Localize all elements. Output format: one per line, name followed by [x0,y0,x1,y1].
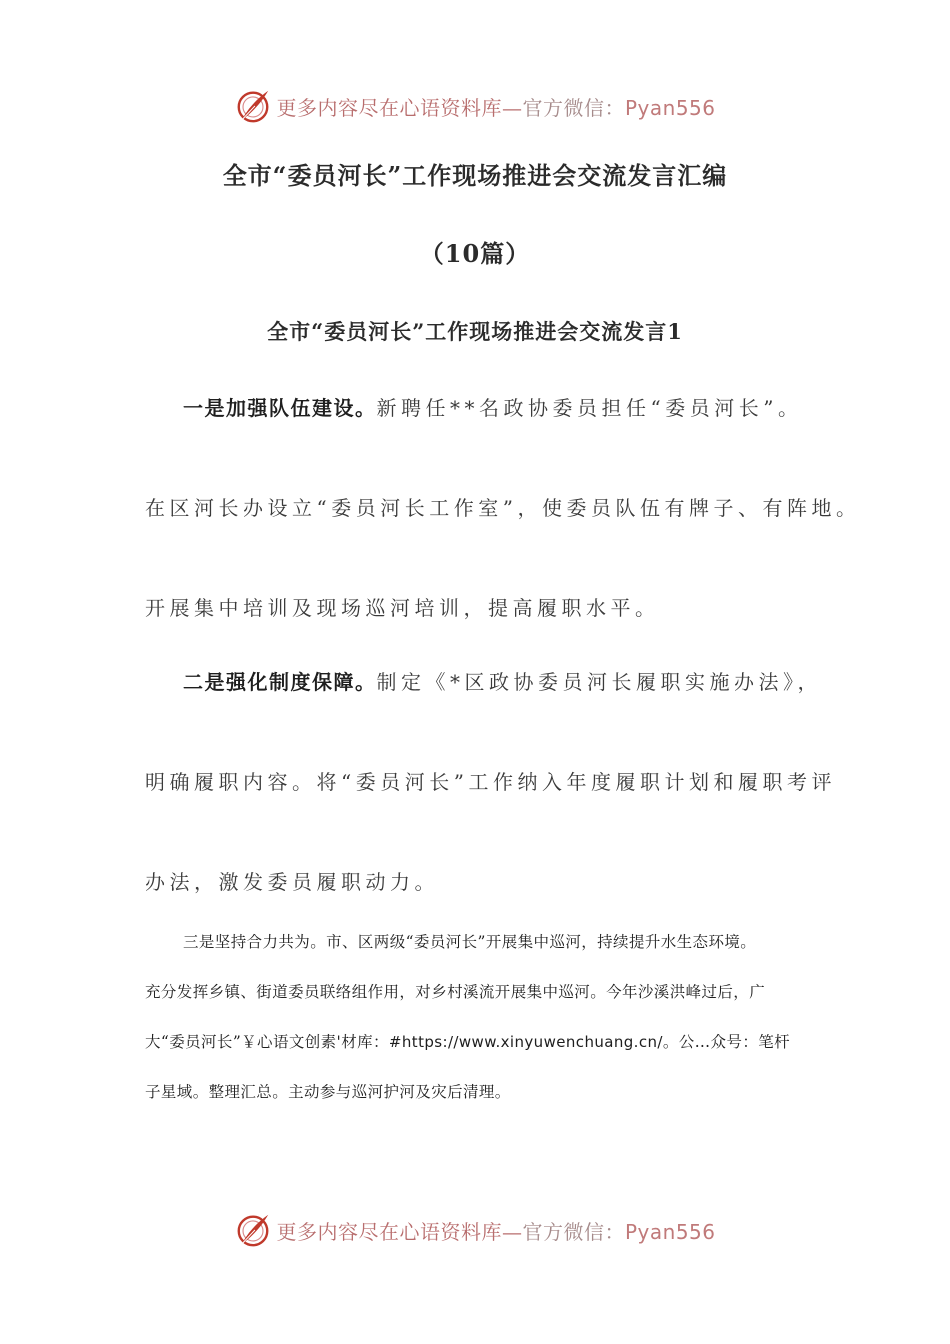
paragraph-3-line-1: 三是坚持合力共为。市、区两级“委员河长”开展集中巡河，持续提升水生态环境。 [183,933,757,951]
paragraph-1-line-2: 在区河长办设立“委员河长工作室”，使委员队伍有牌子、有阵地。 [145,496,861,520]
document-title: 全市“委员河长”工作现场推进会交流发言汇编 [222,161,728,190]
banner-wechat-label: 官方微信： [522,95,625,120]
footer-banner [0,1208,950,1252]
document-title-count: （10篇） [419,239,531,268]
banner-dash: — [501,95,523,120]
header-banner [0,84,950,128]
paragraph-2-lead: 二是强化制度保障。 [183,670,377,694]
feather-pen-logo-icon [234,1211,272,1249]
banner-text [276,92,715,121]
banner-wechat-label: 官方微信： [522,1219,625,1244]
paragraph-1-lead: 一是加强队伍建设。 [183,396,377,420]
paragraph-2-line-3: 办法，激发委员履职动力。 [145,870,439,894]
banner-wechat-id: Pyan556 [624,1219,716,1244]
watermark-url: #https://www.xinyuwenchuang.cn/ [388,1033,663,1051]
paragraph-3-line-3-a: 大“委员河长”￥心语文创素'材库： [145,1033,389,1051]
paragraph-2-line-1 [183,666,822,695]
banner-main-text: 更多内容尽在心语资料库 [276,95,502,120]
paragraph-3-line-4: 子星域。整理汇总。主动参与巡河护河及灾后清理。 [145,1083,511,1101]
paragraph-3-line-3-b: 。公…众号：笔杆 [662,1033,791,1051]
section-heading: 全市“委员河长”工作现场推进会交流发言1 [267,319,683,344]
banner-wechat-id: Pyan556 [624,95,716,120]
banner-dash: — [501,1219,523,1244]
paragraph-2-line-2: 明确履职内容。将“委员河长”工作纳入年度履职计划和履职考评 [145,770,836,794]
paragraph-1-line-3: 开展集中培训及现场巡河培训，提高履职水平。 [145,596,660,620]
banner-main-text: 更多内容尽在心语资料库 [276,1219,502,1244]
feather-pen-logo-icon [234,87,272,125]
paragraph-2-rest: 制定《*区政协委员河长履职实施办法》， [376,670,822,694]
paragraph-3-line-3 [145,1030,790,1052]
banner-text [276,1216,715,1245]
paragraph-1-rest: 新聘任**名政协委员担任“委员河长”。 [376,396,803,420]
paragraph-1-line-1 [183,392,802,421]
paragraph-3-line-2: 充分发挥乡镇、街道委员联络组作用，对乡村溪流开展集中巡河。今年沙溪洪峰过后，广 [145,983,766,1001]
